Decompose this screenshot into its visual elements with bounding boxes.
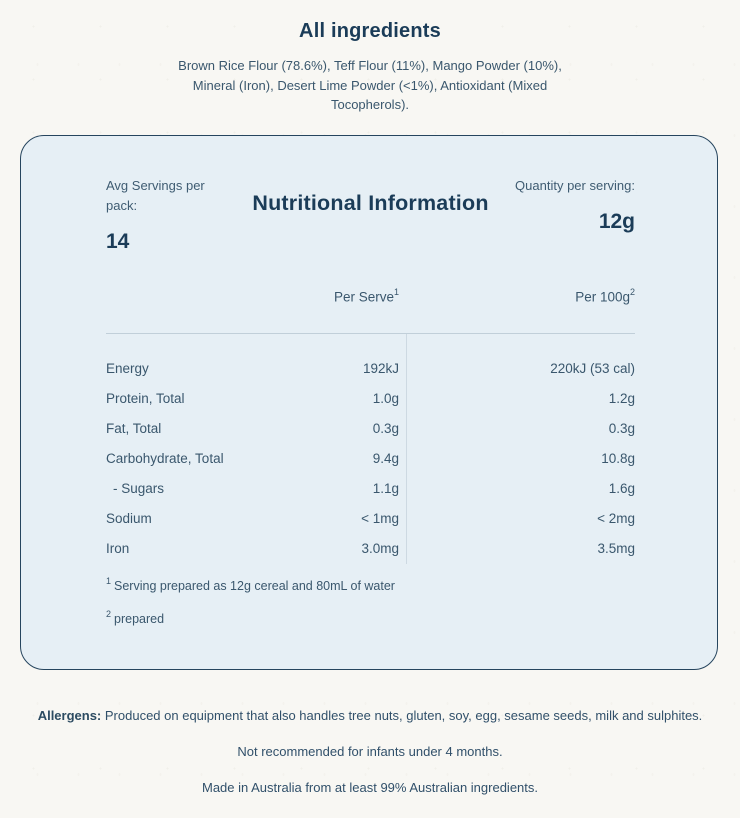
nutrition-column-headers <box>106 285 635 306</box>
row-per-100g-value: 1.6g <box>608 481 635 496</box>
row-per-serve-value: 1.0g <box>372 391 399 406</box>
row-per-100g-value: < 2mg <box>597 511 635 526</box>
row-per-serve-value: 1.1g <box>372 481 399 496</box>
column-divider <box>406 334 407 564</box>
row-per-100g-value: 10.8g <box>601 451 635 466</box>
quantity-per-serving-label: Quantity per serving: <box>515 177 635 193</box>
row-per-100g-value: 0.3g <box>608 421 635 436</box>
spacer <box>106 285 301 306</box>
ingredients-title: All ingredients <box>299 20 441 42</box>
nutrition-panel-title: Nutritional Information <box>252 190 489 215</box>
row-label: Protein, Total <box>106 391 185 406</box>
footnote-marker: 1 <box>106 576 112 586</box>
row-label: Fat, Total <box>106 421 162 436</box>
table-row <box>106 504 635 534</box>
footnote-ref-1: 1 <box>393 286 399 297</box>
table-footnotes <box>106 573 635 629</box>
servings-per-pack-block <box>106 176 231 255</box>
allergens-label: Allergens: <box>37 707 102 723</box>
allergens-text: Produced on equipment that also handles tree nuts, gluten, soy, egg, sesame seeds, milk and sulphites. <box>104 707 703 723</box>
table-row <box>106 354 635 384</box>
row-per-serve-value: < 1mg <box>361 511 399 526</box>
row-label: Iron <box>106 541 130 556</box>
quantity-per-serving-block <box>510 176 635 255</box>
footnote-serving: $^1$ Serving prepared as 12g cereal and 80mL of water <box>106 576 395 594</box>
ingredients-list: Brown Rice Flour (78.6%), Teff Flour (11%), Mango Powder (10%), Mineral (Iron), Desert Lime Powder (<1%), Antioxidant (Mixed Tocopherols). <box>178 58 562 112</box>
nutrition-panel <box>20 135 718 670</box>
table-row <box>106 534 635 564</box>
row-per-100g-value: 1.2g <box>608 391 635 406</box>
table-row <box>106 414 635 444</box>
servings-per-pack-label: Avg Servings per pack: <box>106 177 205 213</box>
product-notes-section <box>0 707 740 796</box>
footnote-prepared: $^2$ prepared <box>106 609 165 627</box>
row-label: Energy <box>106 361 149 376</box>
table-row <box>106 474 635 504</box>
row-per-serve-value: 9.4g <box>372 451 399 466</box>
row-label: Sodium <box>106 511 152 526</box>
quantity-per-serving-value: 12g <box>598 209 635 233</box>
nutrition-table <box>106 334 635 564</box>
footnote-marker: 2 <box>106 609 112 620</box>
column-header-per-100g: Per $100g^2$ <box>575 286 635 304</box>
row-per-serve-value: 3.0mg <box>361 541 399 556</box>
row-per-serve-value: 0.3g <box>372 421 399 436</box>
origin-note: Made in Australia from at least 99% Australian ingredients. <box>201 779 538 795</box>
infant-note: Not recommended for infants under 4 months. <box>237 743 503 759</box>
nutrition-panel-header <box>106 176 635 255</box>
table-row <box>106 384 635 414</box>
row-per-100g-value: 3.5mg <box>597 541 635 556</box>
row-label: - Sugars <box>113 481 165 496</box>
footnote-ref-2: 2 <box>629 286 635 297</box>
servings-per-pack-value: 14 <box>106 229 130 253</box>
row-per-serve-value: 192kJ <box>362 361 399 376</box>
allergens-note <box>0 707 740 724</box>
row-label: Carbohydrate, Total <box>106 451 224 466</box>
ingredients-section <box>0 0 740 115</box>
row-per-100g-value: 220kJ (53 cal) <box>550 361 635 376</box>
column-header-per-serve: Per Serve$^1$ <box>333 286 399 304</box>
table-row <box>106 444 635 474</box>
